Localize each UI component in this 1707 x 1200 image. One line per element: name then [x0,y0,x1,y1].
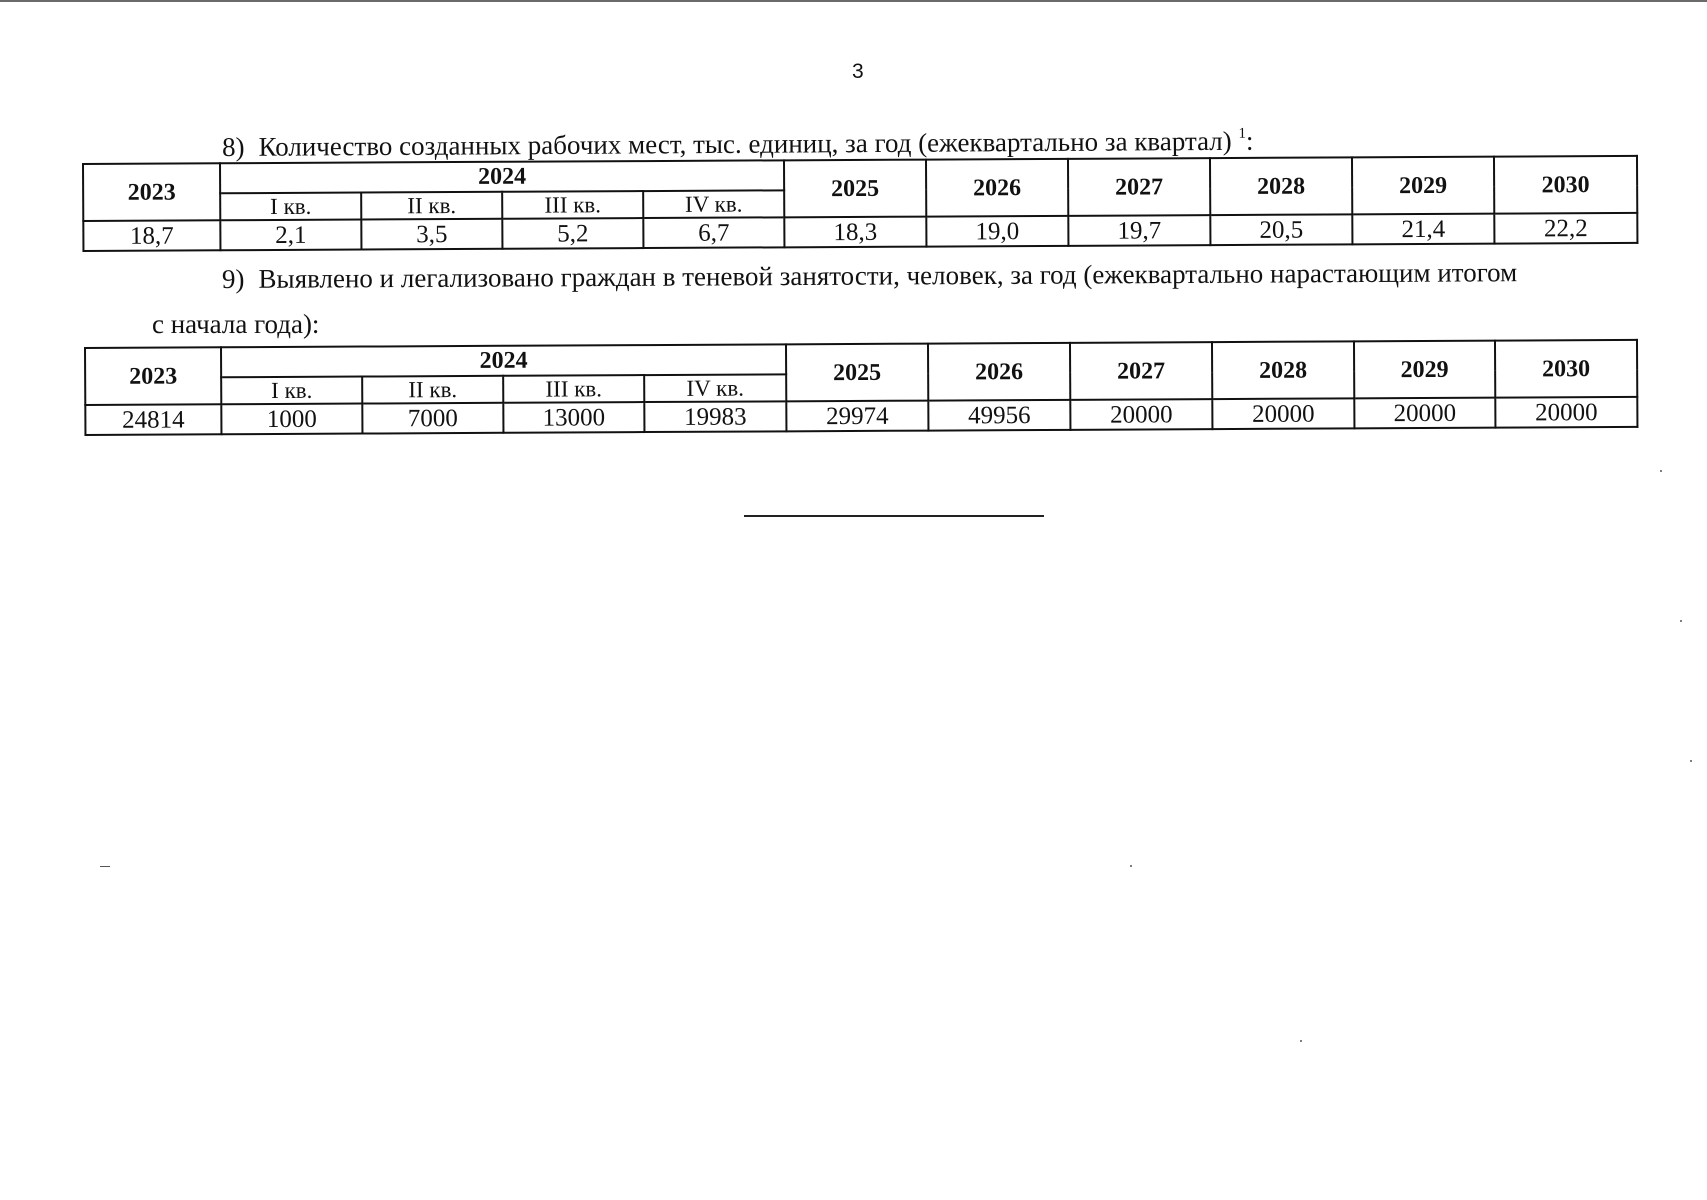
header-q1: I кв. [221,377,362,405]
value-cell: 7000 [362,403,503,434]
value-cell: 1000 [221,404,362,435]
page-number: 3 [852,60,864,83]
value-cell: 20,5 [1210,214,1352,245]
scan-speck [100,866,110,867]
header-q3: III кв. [503,375,644,403]
scan-speck [1660,470,1662,472]
created-jobs-table [82,155,1638,252]
item-9-number: 9) [221,263,245,294]
end-of-document-rule [744,515,1044,517]
item-9-text-line1: Выявлено и легализовано граждан в теневой занятости, человек, за год (ежеквартально нарастающим итогом [258,257,1518,294]
header-q3: III кв. [502,191,643,219]
header-2027: 2027 [1068,158,1210,216]
value-cell: 2,1 [220,220,361,251]
value-cell: 6,7 [643,217,784,248]
header-2029: 2029 [1352,157,1494,215]
header-2026: 2026 [926,159,1068,217]
header-2023: 2023 [83,163,220,221]
scan-speck [1300,1040,1302,1042]
header-2026: 2026 [928,343,1070,401]
shadow-employment-table [84,339,1638,436]
value-cell: 29974 [786,401,928,432]
header-q2: II кв. [362,376,503,404]
value-cell: 19,7 [1068,215,1210,246]
header-2024: 2024 [220,160,784,193]
item-9-heading [222,254,1517,297]
header-q1: I кв. [220,193,361,221]
item-8-colon: : [1245,125,1254,156]
scan-speck [1130,865,1132,867]
header-2025: 2025 [784,160,926,218]
header-2029: 2029 [1354,341,1495,399]
value-cell: 5,2 [502,218,643,249]
value-cell: 24814 [85,404,221,435]
header-2027: 2027 [1070,342,1212,400]
item-8-number: 8) [221,131,245,162]
value-cell: 18,3 [784,217,926,248]
value-cell: 49956 [928,400,1070,431]
header-2028: 2028 [1212,341,1354,399]
value-cell: 3,5 [361,219,502,250]
header-q4: IV кв. [643,190,784,218]
header-q2: II кв. [361,192,502,220]
header-2030: 2030 [1494,156,1637,214]
value-cell: 13000 [503,402,644,433]
value-cell: 20000 [1354,398,1495,429]
item-8-text: Количество созданных рабочих мест, тыс. единиц, за год (ежеквартально за квартал) [258,125,1232,162]
value-cell: 19,0 [926,216,1068,247]
value-cell: 20000 [1070,399,1212,430]
header-2028: 2028 [1210,157,1352,215]
value-cell: 19983 [644,401,786,432]
value-cell: 21,4 [1352,214,1494,245]
value-cell: 20000 [1212,398,1354,429]
header-2023: 2023 [85,347,221,405]
scan-top-edge [0,0,1707,2]
scan-speck [1690,760,1692,762]
scan-speck [1680,620,1682,622]
value-cell: 20000 [1495,397,1637,428]
header-2030: 2030 [1495,340,1637,398]
header-2024: 2024 [221,344,786,377]
value-cell: 18,7 [83,220,220,251]
item-9-text-line2: с начала года): [152,309,320,339]
item-8-footnote-mark: 1 [1238,125,1246,142]
header-q4: IV кв. [644,374,786,402]
header-2025: 2025 [786,344,928,402]
value-cell: 22,2 [1494,213,1637,244]
